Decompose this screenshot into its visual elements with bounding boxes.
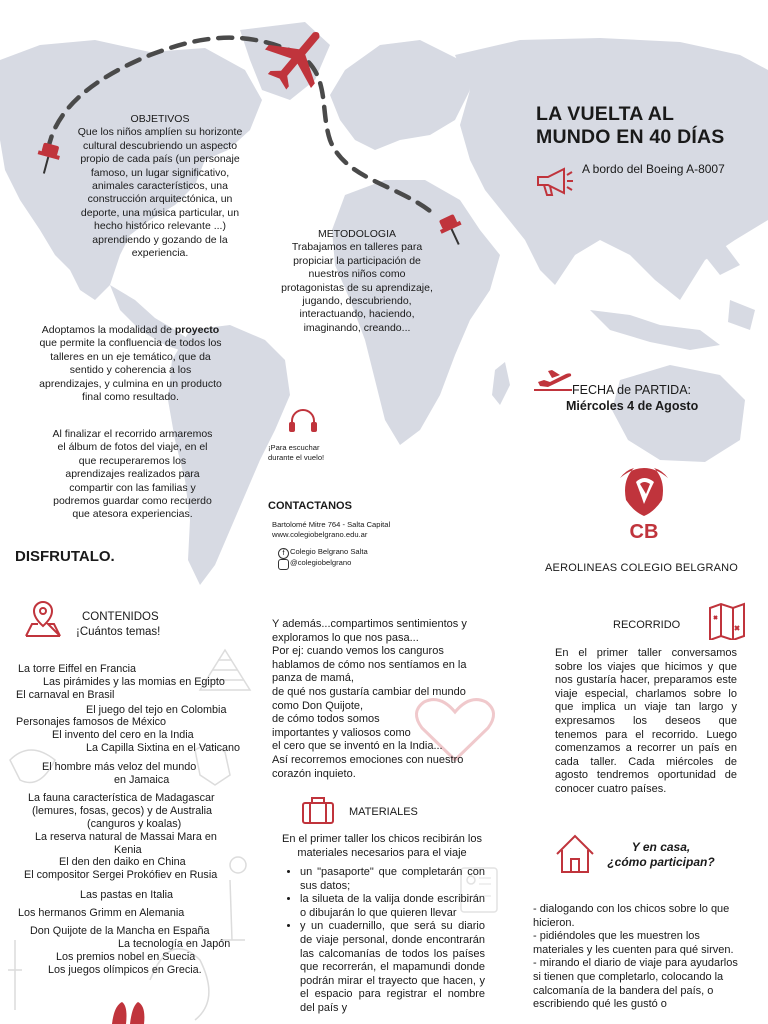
- materiales-item: • y un cuadernillo, que será su diario de viaje personal, donde encontrarán las calcomanías de todos los países que recorrerán, el mapamundi donde podrán mirar el trayecto que hacen, y el espacio para registrar el nombre del país y: [300, 920, 485, 1015]
- contenidos-item: La fauna característica de Madagascar: [28, 792, 215, 804]
- title-line-2: MUNDO EN 40 DÍAS: [536, 126, 725, 148]
- recorrido-heading: RECORRIDO: [613, 619, 681, 631]
- contenidos-item: El invento del cero en la India: [52, 729, 194, 741]
- metodologia-heading: METODOLOGIA: [318, 228, 396, 240]
- escuchar-text: [268, 443, 358, 464]
- contacto-instagram[interactable]: @colegiobelgrano: [290, 558, 352, 567]
- contacto-web[interactable]: www.colegiobelgrano.edu.ar: [272, 530, 368, 539]
- plane-takeoff-icon: [532, 366, 574, 396]
- objetivos-line: Que los niños amplíen su horizonte: [77, 126, 243, 139]
- contenidos-item: El juego del tejo en Colombia: [86, 704, 227, 716]
- contenidos-item: El hombre más veloz del mundo: [42, 761, 197, 773]
- materiales-heading: MATERIALES: [349, 806, 418, 818]
- contenidos-subheading: ¡Cuántos temas!: [76, 626, 161, 638]
- contenidos-item: El carnaval en Brasil: [16, 689, 115, 701]
- objetivos-line: cultural descubriendo un aspecto: [82, 139, 238, 152]
- contenidos-item: La tecnología en Japón: [118, 938, 231, 950]
- emociones-line: hablamos de cómo nos sentíamos en la: [272, 658, 467, 671]
- metodologia-line: imaginando, creando...: [303, 321, 411, 334]
- contenidos-item: en Jamaica: [114, 774, 170, 786]
- en-casa-heading-line-1: Y en casa,: [631, 840, 691, 854]
- materiales-item: • un "pasaporte" que completarán con sus datos;: [300, 866, 485, 893]
- en-casa-item: - pidiéndoles que les muestren los materiales y les cuenten para qué sirven.: [533, 930, 734, 956]
- emociones-line: Por ej: cuando vemos los canguros: [272, 645, 444, 658]
- contenidos-item: La Capilla Sixtina en el Vaticano: [86, 742, 241, 754]
- materiales-list: [282, 866, 485, 1024]
- fecha-date: Miércoles 4 de Agosto: [566, 399, 699, 413]
- headphones-icon: [286, 405, 320, 435]
- objetivos-heading: OBJETIVOS: [130, 113, 190, 125]
- colegio-belgrano-logo: [614, 460, 674, 544]
- objetivos-section: [60, 113, 260, 260]
- contenidos-item: Las pirámides y las momias en Egipto: [43, 676, 225, 688]
- objetivos-line: hecho histórico relevante ...): [94, 220, 226, 233]
- emociones-line: corazón inquieto.: [272, 767, 356, 780]
- emociones-paragraph: [272, 618, 487, 781]
- logo-caption: AEROLINEAS COLEGIO BELGRANO: [545, 562, 739, 574]
- disfrutalo-heading: DISFRUTALO.: [15, 548, 115, 565]
- shoes-icon: [108, 996, 148, 1024]
- metodologia-line: nuestros niños como: [308, 268, 406, 281]
- house-icon: [553, 832, 597, 876]
- objetivos-line: aprendiendo y gozando de la: [92, 233, 228, 246]
- metodologia-section: [262, 228, 452, 335]
- emociones-line: de qué nos gustaría cambiar del mundo: [272, 685, 466, 698]
- album-paragraph: Al finalizar el recorrido armaremos el álbum de fotos del viaje, en el que recuperaremos los aprendizajes realizados para compartir con las familias y podremos guardar como recuerdo que atesora experiencias.: [52, 428, 213, 521]
- en-casa-list: [533, 903, 745, 1024]
- contenidos-item: Los juegos olímpicos en Grecia.: [48, 964, 202, 976]
- fecha-label: FECHA de PARTIDA:: [572, 383, 692, 397]
- proyecto-text: Adoptamos la modalidad de: [41, 324, 172, 336]
- recorrido-text: En el primer taller conversamos sobre los viajes que hicimos y que nos gustaría hacer, preparamos este viaje especial, charlamos sobre lo que implica un viaje tan largo y expresamos los deseos que tenemos para el recorrido. Luego comenzamos a recorrer un país en cada taller. Cada miércoles de agosto tendremos oportunidad de conocer cuatro países.: [555, 647, 737, 795]
- folded-map-icon: [707, 602, 747, 640]
- objetivos-line: experiencia.: [131, 247, 189, 260]
- emociones-line: el cero que se inventó en la India...: [272, 740, 443, 753]
- megaphone-icon: [534, 165, 574, 199]
- contenidos-item: Las pastas en Italia: [80, 889, 174, 901]
- contenidos-item: La torre Eiffel en Francia: [18, 663, 137, 675]
- emociones-line: como Don Quijote,: [272, 699, 364, 712]
- en-casa-item: - mirando el diario de viaje para ayudarlos si tienen que completarlo, colocando la calcomanía de la bandera del país, o escribiendo qué les gustó o: [533, 957, 738, 1011]
- contenidos-item: El compositor Sergei Prokófiev en Rusia: [24, 869, 218, 881]
- subtitle: A bordo del Boeing A-8007: [582, 162, 725, 176]
- page-title: [536, 103, 761, 149]
- emociones-line: Y además...compartimos sentimientos y: [272, 618, 467, 630]
- proyecto-paragraph: [38, 324, 223, 404]
- escuchar-line-2: durante el vuelo!: [268, 453, 325, 463]
- logo-initials: CB: [629, 521, 659, 543]
- emociones-line: Así recorremos emociones con nuestro: [272, 753, 464, 766]
- contenidos-item: (canguros y koalas): [87, 818, 182, 830]
- en-casa-item: - dialogando con los chicos sobre lo que hicieron.: [533, 903, 730, 929]
- metodologia-line: propiciar la participación de: [293, 254, 421, 267]
- metodologia-line: interactuando, haciendo,: [299, 308, 415, 321]
- metodologia-line: Trabajamos en talleres para: [291, 241, 423, 254]
- contenidos-item: La reserva natural de Massai Mara en: [35, 831, 217, 843]
- facebook-icon: f: [278, 548, 289, 559]
- objetivos-line: animales característicos, una: [92, 180, 228, 193]
- emociones-line: importantes y valiosos como: [272, 726, 411, 739]
- proyecto-text-rest: que permite la confluencia de todos los talleres en un eje temático, que da sentido y coherencia a los aprendizajes, y culmina en un producto final como resultado.: [39, 337, 222, 404]
- contacto-address: Bartolomé Mitre 764 - Salta Capital: [272, 520, 391, 529]
- title-line-1: LA VUELTA AL: [536, 103, 675, 125]
- escuchar-line-1: ¡Para escuchar: [268, 443, 320, 452]
- proyecto-bold-word: proyecto: [174, 324, 220, 336]
- contacto-facebook[interactable]: Colegio Belgrano Salta: [290, 547, 368, 556]
- contacto-heading: CONTACTANOS: [268, 500, 352, 512]
- objetivos-line: deporte, una música particular, un: [80, 206, 240, 219]
- materiales-item: • la silueta de la valija donde escribirán o dibujarán lo que quieren llevar: [300, 893, 485, 920]
- map-location-icon: [24, 598, 62, 640]
- contenidos-item: Personajes famosos de México: [16, 716, 167, 728]
- instagram-icon: [278, 559, 289, 570]
- suitcase-icon: [300, 795, 336, 825]
- objetivos-line: construcción arquitectónica, un: [87, 193, 233, 206]
- emociones-line: de cómo todos somos: [272, 713, 380, 726]
- objetivos-line: famoso, un lugar significativo,: [90, 166, 230, 179]
- contenidos-item: Kenia: [114, 844, 142, 856]
- contenidos-item: Don Quijote de la Mancha en España: [30, 925, 210, 937]
- emociones-line: exploramos lo que nos pasa...: [272, 631, 419, 644]
- en-casa-heading-line-2: ¿cómo participan?: [607, 855, 715, 869]
- contenidos-item: El den den daiko en China: [59, 856, 186, 868]
- metodologia-line: protagonistas de su aprendizaje,: [281, 281, 433, 294]
- metodologia-line: jugando, descubriendo,: [302, 295, 412, 308]
- emociones-line: panza de mamá,: [272, 672, 354, 685]
- materiales-intro: En el primer taller los chicos recibirán los materiales necesarios para el viaje: [282, 833, 482, 859]
- objetivos-line: propio de cada país (un personaje: [80, 153, 240, 166]
- contenidos-heading: CONTENIDOS: [82, 611, 159, 623]
- contenidos-item: Los premios nobel en Suecia: [56, 951, 196, 963]
- contenidos-item: (lemures, fosas, gecos) y de Australia: [32, 805, 213, 817]
- en-casa-heading: [595, 840, 727, 870]
- contenidos-item: Los hermanos Grimm en Alemania: [18, 907, 185, 919]
